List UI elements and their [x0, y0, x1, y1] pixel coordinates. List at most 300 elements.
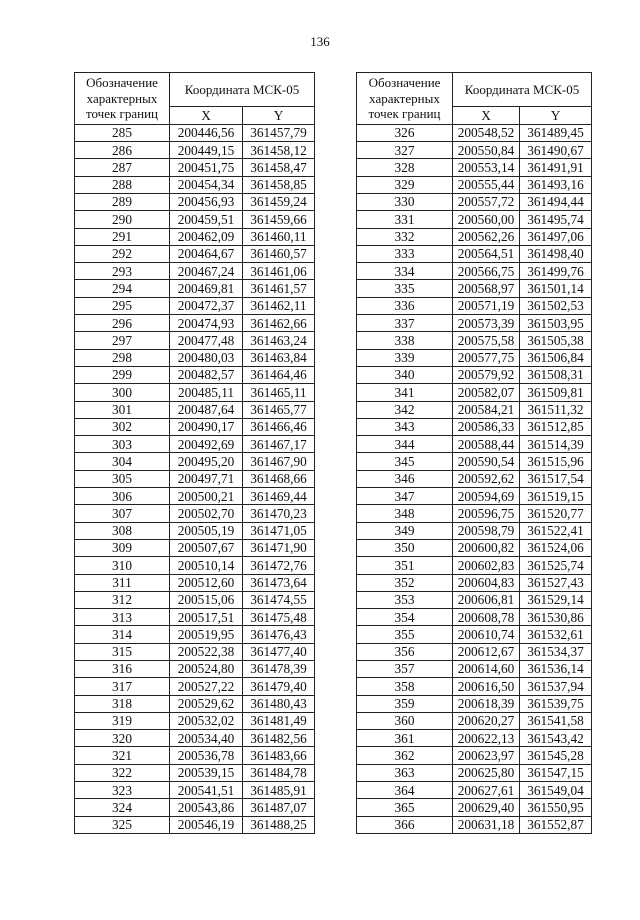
point-number-cell: 326: [357, 124, 453, 141]
table-row: [357, 245, 592, 262]
table-row: [75, 678, 315, 695]
x-coordinate-cell: 200536,78: [170, 747, 243, 764]
x-coordinate-cell: 200497,71: [170, 470, 243, 487]
point-number-cell: 287: [75, 159, 170, 176]
x-coordinate-cell: 200560,00: [453, 211, 520, 228]
y-coordinate-cell: 361547,15: [520, 764, 592, 781]
y-coordinate-cell: 361475,48: [243, 609, 315, 626]
y-coordinate-cell: 361462,66: [243, 315, 315, 332]
y-coordinate-cell: 361466,46: [243, 418, 315, 435]
x-coordinate-cell: 200614,60: [453, 660, 520, 677]
point-number-cell: 318: [75, 695, 170, 712]
point-number-cell: 325: [75, 816, 170, 833]
x-coordinate-cell: 200553,14: [453, 159, 520, 176]
x-coordinate-cell: 200600,82: [453, 539, 520, 556]
y-coordinate-cell: 361458,47: [243, 159, 315, 176]
table-row: [357, 747, 592, 764]
x-coordinate-cell: 200541,51: [170, 782, 243, 799]
table-row: [75, 747, 315, 764]
point-number-cell: 335: [357, 280, 453, 297]
x-coordinate-cell: 200482,57: [170, 366, 243, 383]
x-coordinate-cell: 200495,20: [170, 453, 243, 470]
y-coordinate-cell: 361522,41: [520, 522, 592, 539]
y-coordinate-cell: 361476,43: [243, 626, 315, 643]
x-coordinate-cell: 200462,09: [170, 228, 243, 245]
point-number-cell: 290: [75, 211, 170, 228]
point-number-cell: 327: [357, 142, 453, 159]
y-coordinate-cell: 361532,61: [520, 626, 592, 643]
point-number-cell: 365: [357, 799, 453, 816]
x-coordinate-cell: 200464,67: [170, 245, 243, 262]
y-coordinate-cell: 361525,74: [520, 557, 592, 574]
x-coordinate-cell: 200610,74: [453, 626, 520, 643]
table-row: [75, 245, 315, 262]
y-coordinate-cell: 361490,67: [520, 142, 592, 159]
y-coordinate-cell: 361487,07: [243, 799, 315, 816]
point-number-cell: 321: [75, 747, 170, 764]
y-coordinate-cell: 361519,15: [520, 488, 592, 505]
table-row: [357, 505, 592, 522]
table-row: [75, 176, 315, 193]
x-coordinate-cell: 200592,62: [453, 470, 520, 487]
point-number-cell: 366: [357, 816, 453, 833]
table-row: [357, 660, 592, 677]
table-row: [75, 488, 315, 505]
x-coordinate-cell: 200584,21: [453, 401, 520, 418]
table-row: [357, 816, 592, 833]
y-coordinate-cell: 361480,43: [243, 695, 315, 712]
table-row: [357, 349, 592, 366]
y-coordinate-cell: 361493,16: [520, 176, 592, 193]
point-number-cell: 356: [357, 643, 453, 660]
y-coordinate-cell: 361517,54: [520, 470, 592, 487]
x-coordinate-cell: 200485,11: [170, 384, 243, 401]
header-coordinate-label: Координата МСК-05: [170, 73, 315, 107]
point-number-cell: 357: [357, 660, 453, 677]
table-body-right: [357, 124, 592, 833]
y-coordinate-cell: 361462,11: [243, 297, 315, 314]
table-row: [357, 712, 592, 729]
y-coordinate-cell: 361550,95: [520, 799, 592, 816]
x-coordinate-cell: 200527,22: [170, 678, 243, 695]
y-coordinate-cell: 361482,56: [243, 730, 315, 747]
table-row: [75, 557, 315, 574]
table-row: [357, 609, 592, 626]
x-coordinate-cell: 200510,14: [170, 557, 243, 574]
x-coordinate-cell: 200564,51: [453, 245, 520, 262]
table-row: [75, 159, 315, 176]
point-number-cell: 341: [357, 384, 453, 401]
point-number-cell: 344: [357, 436, 453, 453]
y-coordinate-cell: 361472,76: [243, 557, 315, 574]
x-coordinate-cell: 200512,60: [170, 574, 243, 591]
table-row: [357, 332, 592, 349]
point-number-cell: 307: [75, 505, 170, 522]
y-coordinate-cell: 361465,11: [243, 384, 315, 401]
y-coordinate-cell: 361464,46: [243, 366, 315, 383]
table-row: [357, 193, 592, 210]
x-coordinate-cell: 200502,70: [170, 505, 243, 522]
x-coordinate-cell: 200555,44: [453, 176, 520, 193]
x-coordinate-cell: 200507,67: [170, 539, 243, 556]
y-coordinate-cell: 361458,12: [243, 142, 315, 159]
table-row: [75, 505, 315, 522]
y-coordinate-cell: 361483,66: [243, 747, 315, 764]
header-point-label: Обозначение характерных точек границ: [75, 73, 170, 125]
point-number-cell: 331: [357, 211, 453, 228]
x-coordinate-cell: 200446,56: [170, 124, 243, 141]
point-number-cell: 311: [75, 574, 170, 591]
point-number-cell: 315: [75, 643, 170, 660]
table-row: [75, 816, 315, 833]
y-coordinate-cell: 361543,42: [520, 730, 592, 747]
y-coordinate-cell: 361498,40: [520, 245, 592, 262]
point-number-cell: 286: [75, 142, 170, 159]
table-row: [357, 211, 592, 228]
table-row: [75, 712, 315, 729]
y-coordinate-cell: 361509,81: [520, 384, 592, 401]
point-number-cell: 317: [75, 678, 170, 695]
x-coordinate-cell: 200519,95: [170, 626, 243, 643]
y-coordinate-cell: 361484,78: [243, 764, 315, 781]
point-number-cell: 351: [357, 557, 453, 574]
table-row: [357, 436, 592, 453]
y-coordinate-cell: 361457,79: [243, 124, 315, 141]
y-coordinate-cell: 361524,06: [520, 539, 592, 556]
y-coordinate-cell: 361527,43: [520, 574, 592, 591]
coordinates-table-right: [356, 72, 592, 834]
point-number-cell: 359: [357, 695, 453, 712]
x-coordinate-cell: 200590,54: [453, 453, 520, 470]
x-coordinate-cell: 200543,86: [170, 799, 243, 816]
x-coordinate-cell: 200588,44: [453, 436, 520, 453]
y-coordinate-cell: 361494,44: [520, 193, 592, 210]
y-coordinate-cell: 361467,17: [243, 436, 315, 453]
y-coordinate-cell: 361465,77: [243, 401, 315, 418]
point-number-cell: 288: [75, 176, 170, 193]
y-coordinate-cell: 361499,76: [520, 263, 592, 280]
point-number-cell: 313: [75, 609, 170, 626]
x-coordinate-cell: 200456,93: [170, 193, 243, 210]
table-row: [75, 782, 315, 799]
y-coordinate-cell: 361539,75: [520, 695, 592, 712]
x-coordinate-cell: 200602,83: [453, 557, 520, 574]
point-number-cell: 320: [75, 730, 170, 747]
point-number-cell: 360: [357, 712, 453, 729]
x-coordinate-cell: 200517,51: [170, 609, 243, 626]
x-coordinate-cell: 200579,92: [453, 366, 520, 383]
x-coordinate-cell: 200596,75: [453, 505, 520, 522]
point-number-cell: 342: [357, 401, 453, 418]
y-coordinate-cell: 361474,55: [243, 591, 315, 608]
table-row: [357, 384, 592, 401]
x-coordinate-cell: 200505,19: [170, 522, 243, 539]
point-number-cell: 323: [75, 782, 170, 799]
y-coordinate-cell: 361536,14: [520, 660, 592, 677]
table-row: [75, 401, 315, 418]
table-row: [357, 695, 592, 712]
y-coordinate-cell: 361471,05: [243, 522, 315, 539]
table-row: [75, 522, 315, 539]
coordinates-table-left: [74, 72, 315, 834]
point-number-cell: 336: [357, 297, 453, 314]
table-row: [357, 142, 592, 159]
table-row: [357, 176, 592, 193]
y-coordinate-cell: 361552,87: [520, 816, 592, 833]
y-coordinate-cell: 361467,90: [243, 453, 315, 470]
x-coordinate-cell: 200557,72: [453, 193, 520, 210]
x-coordinate-cell: 200550,84: [453, 142, 520, 159]
table-row: [75, 384, 315, 401]
x-coordinate-cell: 200608,78: [453, 609, 520, 626]
point-number-cell: 305: [75, 470, 170, 487]
table-row: [357, 764, 592, 781]
x-coordinate-cell: 200629,40: [453, 799, 520, 816]
x-coordinate-cell: 200472,37: [170, 297, 243, 314]
table-row: [75, 626, 315, 643]
y-coordinate-cell: 361549,04: [520, 782, 592, 799]
point-number-cell: 300: [75, 384, 170, 401]
table-row: [75, 470, 315, 487]
table-row: [357, 315, 592, 332]
header-y: Y: [243, 107, 315, 124]
y-coordinate-cell: 361514,39: [520, 436, 592, 453]
y-coordinate-cell: 361461,57: [243, 280, 315, 297]
y-coordinate-cell: 361508,31: [520, 366, 592, 383]
table-row: [357, 799, 592, 816]
x-coordinate-cell: 200546,19: [170, 816, 243, 833]
point-number-cell: 330: [357, 193, 453, 210]
point-number-cell: 355: [357, 626, 453, 643]
x-coordinate-cell: 200492,69: [170, 436, 243, 453]
point-number-cell: 312: [75, 591, 170, 608]
table-row: [357, 263, 592, 280]
table-row: [357, 470, 592, 487]
y-coordinate-cell: 361534,37: [520, 643, 592, 660]
point-number-cell: 353: [357, 591, 453, 608]
y-coordinate-cell: 361458,85: [243, 176, 315, 193]
y-coordinate-cell: 361485,91: [243, 782, 315, 799]
point-number-cell: 304: [75, 453, 170, 470]
y-coordinate-cell: 361545,28: [520, 747, 592, 764]
table-row: [357, 782, 592, 799]
point-number-cell: 314: [75, 626, 170, 643]
point-number-cell: 334: [357, 263, 453, 280]
y-coordinate-cell: 361520,77: [520, 505, 592, 522]
table-row: [75, 228, 315, 245]
x-coordinate-cell: 200623,97: [453, 747, 520, 764]
x-coordinate-cell: 200532,02: [170, 712, 243, 729]
y-coordinate-cell: 361529,14: [520, 591, 592, 608]
point-number-cell: 354: [357, 609, 453, 626]
y-coordinate-cell: 361477,40: [243, 643, 315, 660]
x-coordinate-cell: 200459,51: [170, 211, 243, 228]
point-number-cell: 343: [357, 418, 453, 435]
header-point-label: Обозначение характерных точек границ: [357, 73, 453, 125]
table-row: [357, 678, 592, 695]
y-coordinate-cell: 361478,39: [243, 660, 315, 677]
table-row: [357, 453, 592, 470]
x-coordinate-cell: 200490,17: [170, 418, 243, 435]
table-row: [75, 643, 315, 660]
y-coordinate-cell: 361541,58: [520, 712, 592, 729]
table-row: [357, 522, 592, 539]
table-row: [75, 418, 315, 435]
header-x: X: [170, 107, 243, 124]
y-coordinate-cell: 361503,95: [520, 315, 592, 332]
table-row: [75, 263, 315, 280]
page-number: 136: [310, 34, 330, 49]
y-coordinate-cell: 361488,25: [243, 816, 315, 833]
table-row: [75, 193, 315, 210]
table-row: [75, 124, 315, 141]
table-row: [357, 488, 592, 505]
point-number-cell: 291: [75, 228, 170, 245]
x-coordinate-cell: 200586,33: [453, 418, 520, 435]
y-coordinate-cell: 361505,38: [520, 332, 592, 349]
header-coordinate-label: Координата МСК-05: [453, 73, 592, 107]
point-number-cell: 303: [75, 436, 170, 453]
x-coordinate-cell: 200627,61: [453, 782, 520, 799]
point-number-cell: 348: [357, 505, 453, 522]
x-coordinate-cell: 200571,19: [453, 297, 520, 314]
point-number-cell: 340: [357, 366, 453, 383]
table-row: [357, 730, 592, 747]
y-coordinate-cell: 361471,90: [243, 539, 315, 556]
x-coordinate-cell: 200612,67: [453, 643, 520, 660]
point-number-cell: 362: [357, 747, 453, 764]
point-number-cell: 319: [75, 712, 170, 729]
point-number-cell: 328: [357, 159, 453, 176]
y-coordinate-cell: 361473,64: [243, 574, 315, 591]
x-coordinate-cell: 200474,93: [170, 315, 243, 332]
y-coordinate-cell: 361530,86: [520, 609, 592, 626]
table-row: [75, 315, 315, 332]
point-number-cell: 339: [357, 349, 453, 366]
x-coordinate-cell: 200449,15: [170, 142, 243, 159]
table-row: [75, 609, 315, 626]
table-row: [357, 557, 592, 574]
y-coordinate-cell: 361481,49: [243, 712, 315, 729]
table-row: [75, 349, 315, 366]
y-coordinate-cell: 361501,14: [520, 280, 592, 297]
table-row: [75, 453, 315, 470]
table-row: [75, 799, 315, 816]
x-coordinate-cell: 200620,27: [453, 712, 520, 729]
point-number-cell: 347: [357, 488, 453, 505]
y-coordinate-cell: 361468,66: [243, 470, 315, 487]
point-number-cell: 322: [75, 764, 170, 781]
x-coordinate-cell: 200575,58: [453, 332, 520, 349]
x-coordinate-cell: 200469,81: [170, 280, 243, 297]
point-number-cell: 301: [75, 401, 170, 418]
x-coordinate-cell: 200594,69: [453, 488, 520, 505]
x-coordinate-cell: 200539,15: [170, 764, 243, 781]
y-coordinate-cell: 361461,06: [243, 263, 315, 280]
x-coordinate-cell: 200606,81: [453, 591, 520, 608]
table-row: [75, 764, 315, 781]
y-coordinate-cell: 361495,74: [520, 211, 592, 228]
x-coordinate-cell: 200625,80: [453, 764, 520, 781]
x-coordinate-cell: 200522,38: [170, 643, 243, 660]
table-row: [75, 142, 315, 159]
x-coordinate-cell: 200604,83: [453, 574, 520, 591]
point-number-cell: 310: [75, 557, 170, 574]
point-number-cell: 292: [75, 245, 170, 262]
x-coordinate-cell: 200534,40: [170, 730, 243, 747]
point-number-cell: 296: [75, 315, 170, 332]
table-row: [357, 280, 592, 297]
point-number-cell: 306: [75, 488, 170, 505]
table-row: [75, 297, 315, 314]
y-coordinate-cell: 361479,40: [243, 678, 315, 695]
y-coordinate-cell: 361459,66: [243, 211, 315, 228]
point-number-cell: 329: [357, 176, 453, 193]
table-row: [357, 539, 592, 556]
table-row: [357, 626, 592, 643]
y-coordinate-cell: 361502,53: [520, 297, 592, 314]
x-coordinate-cell: 200566,75: [453, 263, 520, 280]
table-row: [75, 332, 315, 349]
y-coordinate-cell: 361537,94: [520, 678, 592, 695]
x-coordinate-cell: 200480,03: [170, 349, 243, 366]
x-coordinate-cell: 200573,39: [453, 315, 520, 332]
y-coordinate-cell: 361511,32: [520, 401, 592, 418]
table-body-left: [75, 124, 315, 833]
y-coordinate-cell: 361512,85: [520, 418, 592, 435]
header-y: Y: [520, 107, 592, 124]
table-row: [357, 297, 592, 314]
table-row: [75, 695, 315, 712]
x-coordinate-cell: 200598,79: [453, 522, 520, 539]
x-coordinate-cell: 200568,97: [453, 280, 520, 297]
table-row: [75, 211, 315, 228]
x-coordinate-cell: 200582,07: [453, 384, 520, 401]
x-coordinate-cell: 200577,75: [453, 349, 520, 366]
table-row: [357, 366, 592, 383]
point-number-cell: 361: [357, 730, 453, 747]
point-number-cell: 298: [75, 349, 170, 366]
x-coordinate-cell: 200477,48: [170, 332, 243, 349]
y-coordinate-cell: 361491,91: [520, 159, 592, 176]
x-coordinate-cell: 200529,62: [170, 695, 243, 712]
table-row: [75, 436, 315, 453]
point-number-cell: 289: [75, 193, 170, 210]
y-coordinate-cell: 361506,84: [520, 349, 592, 366]
point-number-cell: 285: [75, 124, 170, 141]
y-coordinate-cell: 361470,23: [243, 505, 315, 522]
y-coordinate-cell: 361497,06: [520, 228, 592, 245]
point-number-cell: 349: [357, 522, 453, 539]
point-number-cell: 302: [75, 418, 170, 435]
point-number-cell: 345: [357, 453, 453, 470]
point-number-cell: 293: [75, 263, 170, 280]
x-coordinate-cell: 200515,06: [170, 591, 243, 608]
table-row: [75, 366, 315, 383]
point-number-cell: 346: [357, 470, 453, 487]
x-coordinate-cell: 200622,13: [453, 730, 520, 747]
x-coordinate-cell: 200562,26: [453, 228, 520, 245]
point-number-cell: 316: [75, 660, 170, 677]
table-row: [75, 591, 315, 608]
table-row: [75, 539, 315, 556]
y-coordinate-cell: 361460,57: [243, 245, 315, 262]
table-row: [357, 159, 592, 176]
y-coordinate-cell: 361459,24: [243, 193, 315, 210]
table-row: [357, 591, 592, 608]
point-number-cell: 350: [357, 539, 453, 556]
x-coordinate-cell: 200616,50: [453, 678, 520, 695]
